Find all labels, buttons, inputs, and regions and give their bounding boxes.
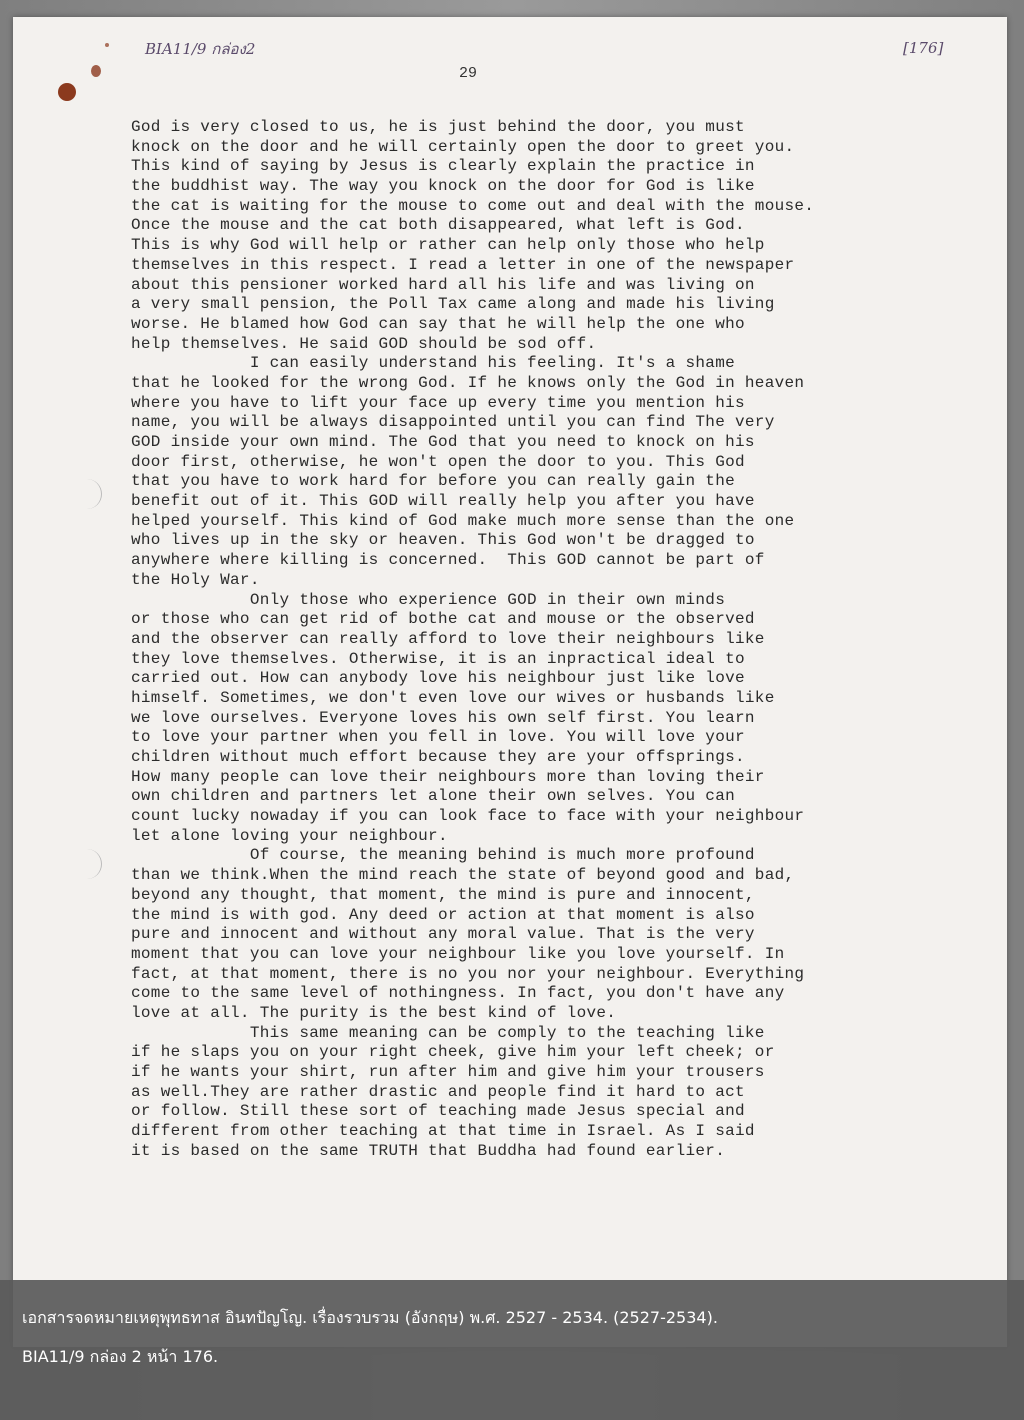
text-line: I can easily understand his feeling. It's a shame [131, 354, 735, 373]
text-line: himself. Sometimes, we don't even love our wives or husbands like [131, 688, 775, 707]
text-line: different from other teaching at that time in Israel. As I said [131, 1122, 755, 1141]
text-line: worse. He blamed how God can say that he will help the one who [131, 314, 745, 333]
text-line: let alone loving your neighbour. [131, 826, 448, 845]
text-line: about this pensioner worked hard all his life and was living on [131, 275, 755, 294]
typewritten-text [131, 118, 991, 1161]
page-number: 29 [458, 65, 477, 82]
text-line: count lucky nowaday if you can look face to face with your neighbour [131, 807, 805, 826]
text-line: the buddhist way. The way you knock on the door for God is like [131, 177, 755, 196]
text-line: benefit out of it. This GOD will really help you after you have [131, 492, 755, 511]
text-line: This same meaning can be comply to the teaching like [131, 1023, 765, 1042]
handwritten-archive-id: BIA11/9 กล่อง2 [145, 40, 256, 58]
text-line: fact, at that moment, there is no you nor your neighbour. Everything [131, 964, 805, 983]
text-line: the cat is waiting for the mouse to come out and deal with the mouse. [131, 196, 815, 215]
ink-stain [58, 83, 76, 101]
text-line: carried out. How can anybody love his neighbour just like love [131, 669, 745, 688]
text-line: door first, otherwise, he won't open the door to you. This God [131, 452, 745, 471]
text-line: Only those who experience GOD in their own minds [131, 590, 726, 609]
text-line: love at all. The purity is the best kind of love. [131, 1003, 617, 1022]
text-line: it is based on the same TRUTH that Buddha had found earlier. [131, 1141, 726, 1160]
text-line: This kind of saying by Jesus is clearly explain the practice in [131, 157, 755, 176]
text-line: name, you will be always disappointed until you can find The very [131, 413, 775, 432]
text-line: Of course, the meaning behind is much more profound [131, 846, 755, 865]
text-line: help themselves. He said GOD should be sod off. [131, 334, 597, 353]
text-line: This is why God will help or rather can help only those who help [131, 236, 765, 255]
text-line: anywhere where killing is concerned. This GOD cannot be part of [131, 551, 765, 570]
caption-bar [0, 1280, 1024, 1420]
ink-stain-small [91, 65, 101, 77]
handwritten-page-ref: [176] [903, 39, 944, 57]
text-line: children without much effort because they are your offsprings. [131, 748, 745, 766]
text-line: that you have to work hard for before you can really gain the [131, 472, 735, 491]
text-line: than we think.When the mind reach the state of beyond good and bad, [131, 866, 795, 885]
text-line: beyond any thought, that moment, the mind is pure and innocent, [131, 885, 755, 904]
ink-speck [105, 43, 109, 47]
text-line: as well.They are rather drastic and people find it hard to act [131, 1082, 745, 1101]
text-line: if he wants your shirt, run after him and give him your trousers [131, 1063, 765, 1081]
caption-title: เอกสารจดหมายเหตุพุทธทาส อินทปัญโญ. เรื่องรวบรวม (อังกฤษ) พ.ศ. 2527 - 2534. (2527-2534). [22, 1308, 718, 1327]
text-line: who lives up in the sky or heaven. This God won't be dragged to [131, 531, 755, 550]
text-line: that he looked for the wrong God. If he knows only the God in heaven [131, 373, 805, 392]
text-line: or those who can get rid of bothe cat and mouse or the observed [131, 610, 755, 629]
text-line: themselves in this respect. I read a letter in one of the newspaper [131, 255, 795, 274]
text-line: they love themselves. Otherwise, it is an inpractical ideal to [131, 649, 745, 668]
punch-hole-mark [85, 479, 102, 509]
text-line: and the observer can really afford to love their neighbours like [131, 629, 765, 648]
text-line: GOD inside your own mind. The God that you need to knock on his [131, 433, 755, 451]
caption-reference: BIA11/9 กล่อง 2 หน้า 176. [22, 1347, 219, 1366]
text-line: or follow. Still these sort of teaching made Jesus special and [131, 1102, 745, 1121]
text-line: helped yourself. This kind of God make much more sense than the one [131, 511, 795, 530]
text-line: to love your partner when you fell in love. You will love your [131, 728, 745, 747]
text-line: a very small pension, the Poll Tax came along and made his living [131, 295, 775, 314]
text-line: we love ourselves. Everyone loves his own self first. You learn [131, 708, 755, 727]
text-line: moment that you can love your neighbour like you love yourself. In [131, 944, 785, 963]
text-line: where you have to lift your face up every time you mention his [131, 393, 745, 412]
text-line: How many people can love their neighbours more than loving their [131, 767, 765, 786]
text-line: own children and partners let alone their own selves. You can [131, 787, 735, 806]
text-line: pure and innocent and without any moral value. That is the very [131, 925, 755, 944]
text-line: knock on the door and he will certainly open the door to greet you. [131, 137, 795, 156]
text-line: the mind is with god. Any deed or action at that moment is also [131, 905, 755, 924]
text-line: if he slaps you on your right cheek, give him your left cheek; or [131, 1043, 775, 1062]
document-page [13, 17, 1007, 1347]
text-line: Once the mouse and the cat both disappeared, what left is God. [131, 216, 745, 235]
text-line: the Holy War. [131, 570, 260, 589]
punch-hole-mark [85, 849, 102, 879]
text-line: come to the same level of nothingness. In fact, you don't have any [131, 984, 785, 1003]
text-line: God is very closed to us, he is just behind the door, you must [131, 118, 745, 136]
